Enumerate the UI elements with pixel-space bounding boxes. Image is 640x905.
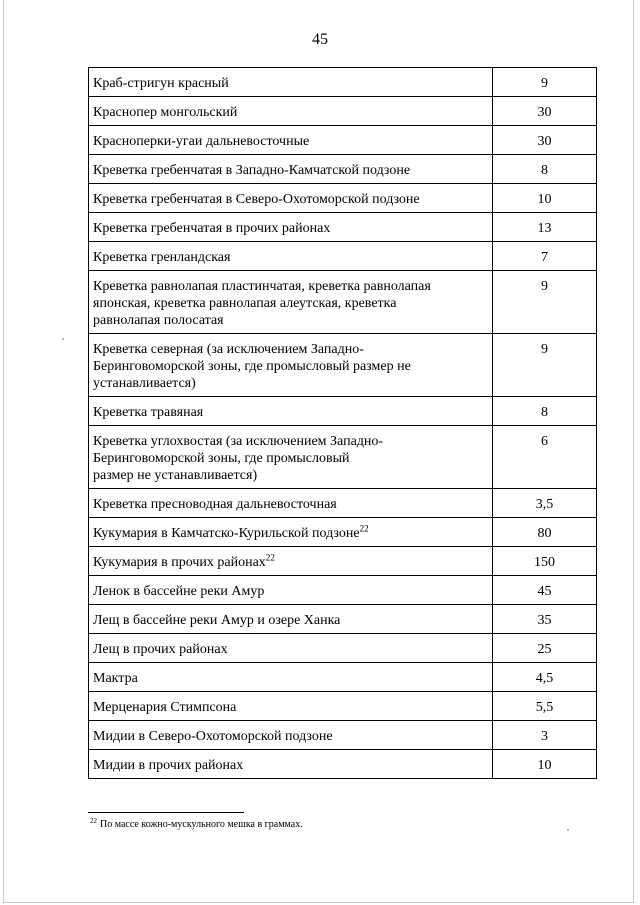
size-value-cell bbox=[493, 242, 597, 271]
size-value: 8 bbox=[541, 405, 548, 420]
table-row bbox=[89, 242, 597, 271]
table-row bbox=[89, 692, 597, 721]
table-row bbox=[89, 334, 597, 397]
size-value: 8 bbox=[541, 163, 548, 178]
size-value-cell bbox=[493, 426, 597, 489]
table-body bbox=[89, 68, 597, 779]
species-name: Мидии в Северо-Охотоморской подзоне bbox=[93, 729, 333, 744]
species-name-cell bbox=[89, 489, 493, 518]
species-name: Мидии в прочих районах bbox=[93, 758, 244, 773]
size-value-cell bbox=[493, 721, 597, 750]
species-name-cell bbox=[89, 68, 493, 97]
table-row bbox=[89, 426, 597, 489]
table-row bbox=[89, 397, 597, 426]
size-value-cell bbox=[493, 634, 597, 663]
species-name: Креветка гребенчатая в Северо-Охотоморской подзоне bbox=[93, 192, 420, 207]
size-value: 25 bbox=[537, 642, 552, 657]
size-value: 10 bbox=[537, 192, 552, 207]
size-value-cell bbox=[493, 155, 597, 184]
species-name-cell bbox=[89, 547, 493, 576]
page-number: 45 bbox=[312, 31, 328, 48]
species-name-cell bbox=[89, 271, 493, 334]
species-name-cell bbox=[89, 518, 493, 547]
size-value: 13 bbox=[537, 221, 552, 236]
species-name-cell bbox=[89, 242, 493, 271]
table-row bbox=[89, 97, 597, 126]
size-value-cell bbox=[493, 489, 597, 518]
species-name: Креветка гребенчатая в прочих районах bbox=[93, 221, 331, 236]
table-row bbox=[89, 126, 597, 155]
species-name-cell bbox=[89, 213, 493, 242]
table-row bbox=[89, 721, 597, 750]
size-value-cell bbox=[493, 126, 597, 155]
species-name: Красноперки-угаи дальневосточные bbox=[93, 134, 310, 149]
size-value: 9 bbox=[541, 76, 548, 91]
size-value-cell bbox=[493, 97, 597, 126]
species-name: Креветка травяная bbox=[93, 405, 204, 420]
table-row bbox=[89, 213, 597, 242]
species-name: Ленок в бассейне реки Амур bbox=[93, 584, 265, 599]
table-row bbox=[89, 184, 597, 213]
size-value: 9 bbox=[541, 342, 548, 357]
size-value-cell bbox=[493, 397, 597, 426]
species-name: Краб-стригун красный bbox=[93, 76, 229, 91]
footnote-reference: 22 bbox=[359, 523, 369, 534]
species-name-cell bbox=[89, 692, 493, 721]
size-value: 30 bbox=[537, 105, 552, 120]
species-name-cell bbox=[89, 721, 493, 750]
species-name-cell bbox=[89, 426, 493, 489]
table-row bbox=[89, 155, 597, 184]
size-value: 6 bbox=[541, 434, 548, 449]
size-value-cell bbox=[493, 213, 597, 242]
species-name-cell bbox=[89, 634, 493, 663]
species-name: Креветка северная (за исключением Западно- Беринговоморской зоны, где промысловый размер не устанавливается) bbox=[93, 342, 411, 391]
footnote-reference: 22 bbox=[265, 552, 275, 563]
species-name-cell bbox=[89, 663, 493, 692]
species-size-table bbox=[88, 67, 597, 779]
species-name: Мерценария Стимпсона bbox=[93, 700, 237, 715]
species-name: Лещ в бассейне реки Амур и озере Ханка bbox=[93, 613, 341, 628]
size-value-cell bbox=[493, 576, 597, 605]
species-name: Креветка пресноводная дальневосточная bbox=[93, 497, 337, 512]
size-value: 3 bbox=[541, 729, 548, 744]
table-row bbox=[89, 634, 597, 663]
table-row bbox=[89, 547, 597, 576]
table-row bbox=[89, 576, 597, 605]
table-row bbox=[89, 750, 597, 779]
size-value-cell bbox=[493, 547, 597, 576]
table-row bbox=[89, 605, 597, 634]
species-name: Креветка углохвостая (за исключением Западно- Беринговоморской зоны, где промысловый размер не устанавливается) bbox=[93, 434, 384, 483]
species-name-cell bbox=[89, 126, 493, 155]
species-name-cell bbox=[89, 97, 493, 126]
size-value-cell bbox=[493, 334, 597, 397]
size-value: 9 bbox=[541, 279, 548, 294]
size-value-cell bbox=[493, 663, 597, 692]
size-value-cell bbox=[493, 518, 597, 547]
species-name: Кукумария в прочих районах bbox=[93, 555, 266, 570]
species-name: Креветка равнолапая пластинчатая, креветка равнолапая японская, креветка равнолапая алеутская, креветка равнолапая полосатая bbox=[93, 279, 431, 328]
table-row bbox=[89, 68, 597, 97]
species-name: Креветка гребенчатая в Западно-Камчатской подзоне bbox=[93, 163, 411, 178]
species-name: Мактра bbox=[93, 671, 138, 686]
size-value: 45 bbox=[537, 584, 552, 599]
species-name: Краснопер монгольский bbox=[93, 105, 238, 120]
footnote-mark: 22 bbox=[90, 816, 97, 825]
scan-speck bbox=[567, 829, 569, 831]
species-name-cell bbox=[89, 750, 493, 779]
scan-speck bbox=[62, 338, 64, 340]
species-name: Кукумария в Камчатско-Курильской подзоне bbox=[93, 526, 360, 541]
size-value: 10 bbox=[537, 758, 552, 773]
size-value: 7 bbox=[541, 250, 548, 265]
footnote bbox=[90, 816, 303, 831]
table-row bbox=[89, 518, 597, 547]
size-value: 30 bbox=[537, 134, 552, 149]
size-value: 3,5 bbox=[535, 497, 554, 512]
species-name-cell bbox=[89, 334, 493, 397]
table-row bbox=[89, 489, 597, 518]
species-name-cell bbox=[89, 184, 493, 213]
size-value: 35 bbox=[537, 613, 552, 628]
size-value-cell bbox=[493, 184, 597, 213]
size-value-cell bbox=[493, 750, 597, 779]
footnote-separator bbox=[88, 812, 244, 813]
size-value: 4,5 bbox=[535, 671, 554, 686]
size-value: 150 bbox=[534, 555, 555, 570]
species-name: Креветка гренландская bbox=[93, 250, 231, 265]
size-value-cell bbox=[493, 271, 597, 334]
table-row bbox=[89, 271, 597, 334]
size-value-cell bbox=[493, 68, 597, 97]
size-value: 5,5 bbox=[535, 700, 554, 715]
species-name-cell bbox=[89, 576, 493, 605]
size-value-cell bbox=[493, 692, 597, 721]
size-value-cell bbox=[493, 605, 597, 634]
species-name-cell bbox=[89, 605, 493, 634]
species-name-cell bbox=[89, 397, 493, 426]
footnote-text: По массе кожно-мускульного мешка в граммах. bbox=[100, 819, 303, 830]
table-row bbox=[89, 663, 597, 692]
species-name: Лещ в прочих районах bbox=[93, 642, 228, 657]
species-name-cell bbox=[89, 155, 493, 184]
size-value: 80 bbox=[537, 526, 552, 541]
